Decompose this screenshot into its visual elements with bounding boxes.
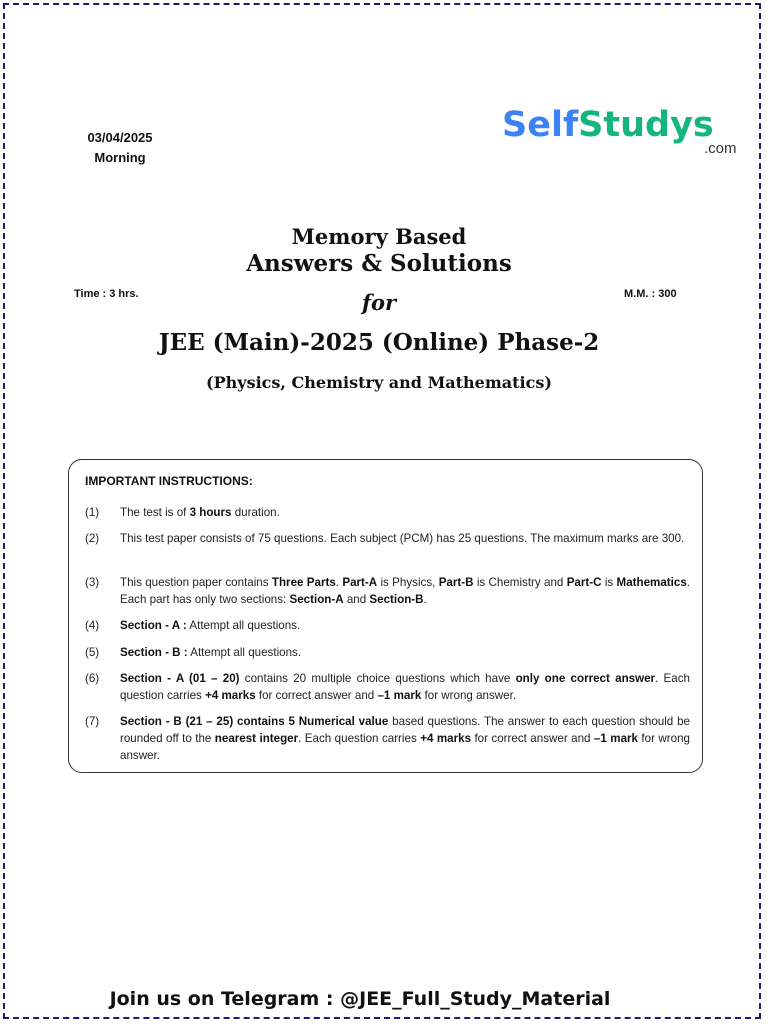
title-subjects: (Physics, Chemistry and Mathematics): [206, 373, 552, 392]
instruction-number: (2): [85, 532, 100, 545]
logo-suffix: .com: [704, 140, 737, 157]
instruction-text: Section - A (01 – 20) contains 20 multiple choice questions which have only one correct answer. Each question carries +4 marks for correct answer and –1 mark for wrong answer.: [120, 672, 690, 702]
telegram-footer: Join us on Telegram : @JEE_Full_Study_Material: [109, 988, 611, 1010]
instruction-text: This test paper consists of 75 questions. Each subject (PCM) has 25 questions. The maximum marks are 300.: [120, 532, 685, 545]
instruction-text: The test is of 3 hours duration.: [120, 506, 280, 519]
selfstudys-logo: [502, 104, 737, 157]
instruction-text: Section - B (21 – 25) contains 5 Numerical value based questions. The answer to each question should be rounded off to the nearest integer. Each question carries +4 marks for correct answer and –1 mark for wrong answer.: [120, 715, 690, 762]
instruction-number: (7): [85, 715, 100, 728]
instruction-number: (1): [85, 506, 100, 519]
logo-self-text: Self: [502, 105, 579, 145]
exam-date-block: [70, 128, 170, 168]
instruction-number: (3): [85, 576, 100, 589]
logo-wordmark: [502, 104, 714, 146]
max-marks-label: M.M. : 300: [624, 288, 677, 300]
instructions-box: [68, 459, 703, 773]
exam-date: 03/04/2025: [87, 130, 153, 145]
instruction-text: Section - A : Attempt all questions.: [120, 619, 301, 632]
time-label: Time : 3 hrs.: [74, 288, 139, 300]
instruction-text: Section - B : Attempt all questions.: [120, 646, 302, 659]
instruction-text: This question paper contains Three Parts. Part-A is Physics, Part-B is Chemistry and Part-C is Mathematics. Each part has only two sections: Section-A and Section-B.: [120, 576, 690, 606]
title-memory-based: Memory Based: [291, 224, 467, 249]
title-for: for: [361, 290, 397, 315]
instructions-heading: IMPORTANT INSTRUCTIONS:: [85, 474, 253, 488]
title-exam-name: JEE (Main)-2025 (Online) Phase-2: [158, 329, 600, 356]
instruction-number: (6): [85, 672, 100, 685]
logo-studys-text: Studys: [578, 105, 714, 145]
instruction-number: (4): [85, 619, 100, 632]
instruction-number: (5): [85, 646, 100, 659]
exam-session: Morning: [94, 150, 146, 165]
title-answers-solutions: Answers & Solutions: [246, 250, 512, 277]
